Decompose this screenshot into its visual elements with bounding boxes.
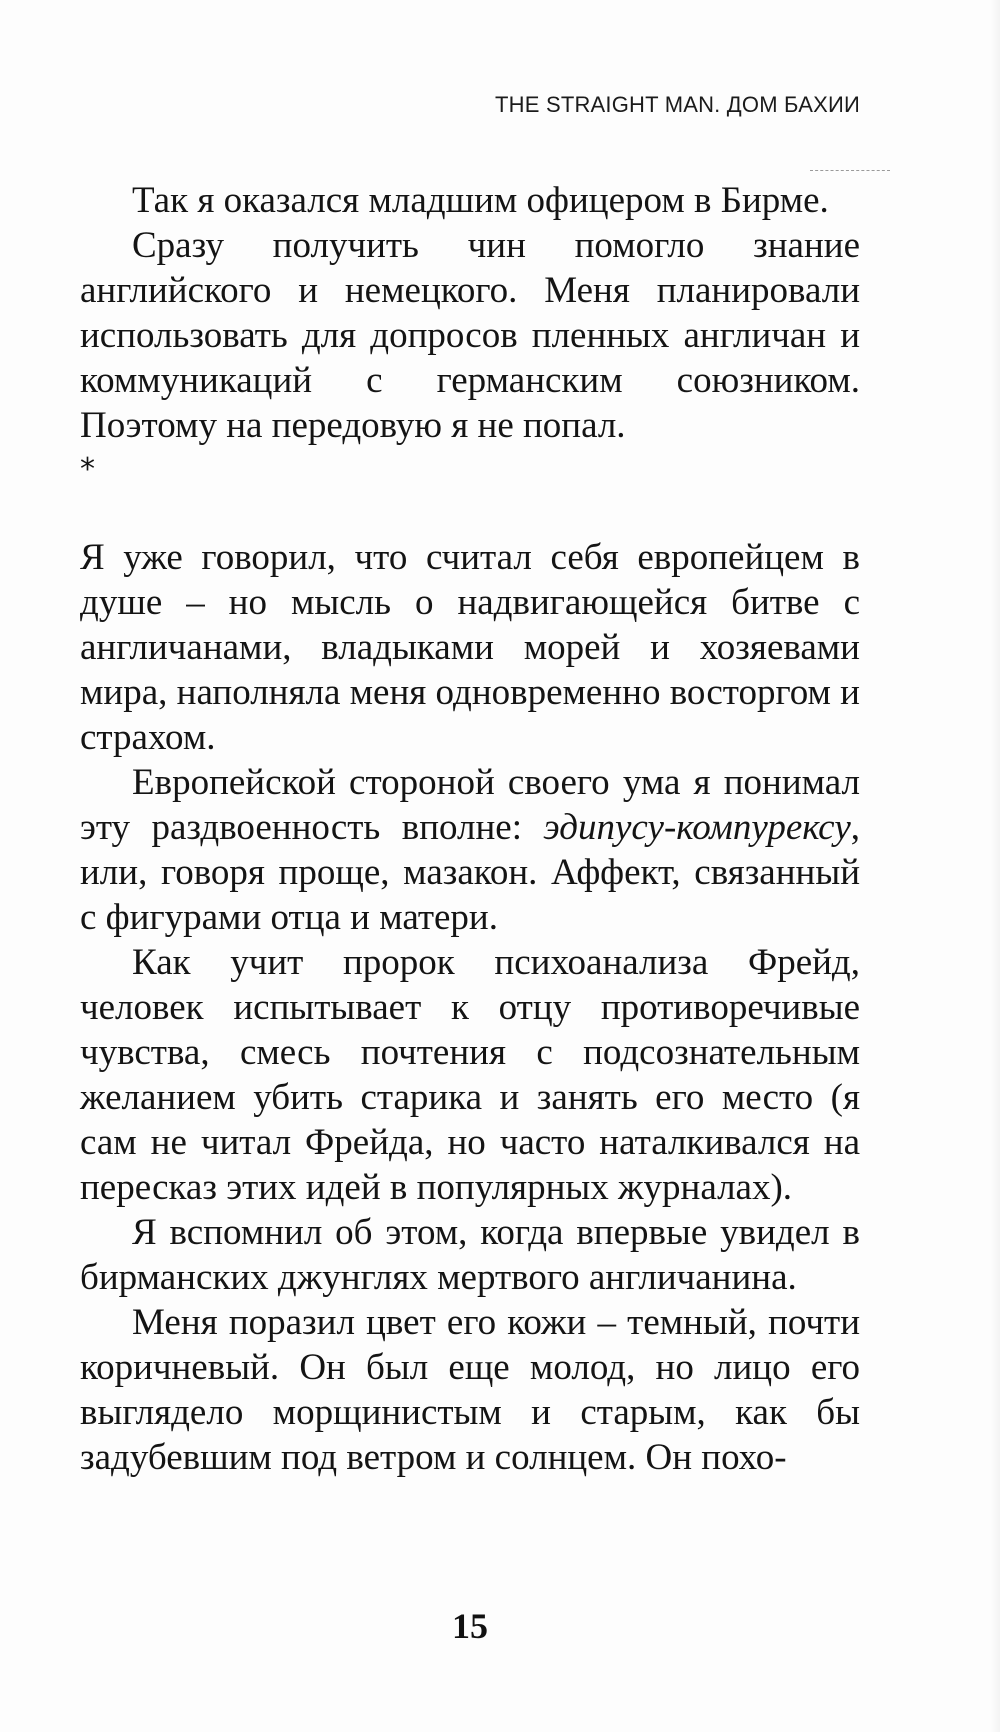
paragraph: Как учит пророк психоанализа Фрейд, человек испытывает к отцу противоречивые чувства, смесь почтения с подсознательным желанием убить старика и занять его место (я сам не читал Фрейда, но часто наталкивался на пересказ этих идей в популярных журналах). bbox=[80, 942, 860, 1208]
paragraph: Меня поразил цвет его кожи – темный, почти коричневый. Он был еще молод, но лицо его выглядело морщинистым и старым, как бы задубевшим под ветром и солнцем. Он похо- bbox=[80, 1302, 860, 1478]
page-number: 15 bbox=[452, 1606, 488, 1646]
italic-term: эдипусу-компурексу bbox=[543, 807, 851, 848]
paragraph: Я уже говорил, что считал себя европейцем в душе – но мысль о надвигающейся битве с англичанами, владыками морей и хозяевами мира, наполняла меня одновременно восторгом и страхом. bbox=[80, 537, 860, 758]
page-edge-shadow bbox=[990, 0, 1000, 1732]
text-block-2 bbox=[80, 535, 860, 1480]
paragraph-with-italic bbox=[80, 760, 860, 940]
text-run: , или, говоря проще, мазакон. Аффект, связанный с фигурами отца и матери. bbox=[80, 807, 860, 938]
text-block-1 bbox=[80, 178, 860, 448]
header-rule bbox=[810, 170, 890, 171]
running-head: THE STRAIGHT MAN. ДОМ БАХИИ bbox=[495, 92, 860, 117]
paragraph: Так я оказался младшим офицером в Бирме. bbox=[132, 180, 829, 221]
section-break bbox=[80, 445, 860, 492]
asterism: * bbox=[80, 452, 95, 487]
text-run: Европейской стороной своего ума я понимал эту раздвоенность вполне: bbox=[80, 762, 860, 848]
paragraph: Я вспомнил об этом, когда впервые увидел в бирманских джунглях мертвого англичанина. bbox=[80, 1212, 860, 1298]
paragraph: Сразу получить чин помогло знание английского и немецкого. Меня планировали использовать для допросов пленных англичан и коммуникаций с германским союзником. Поэтому на передовую я не попал. bbox=[80, 225, 860, 446]
